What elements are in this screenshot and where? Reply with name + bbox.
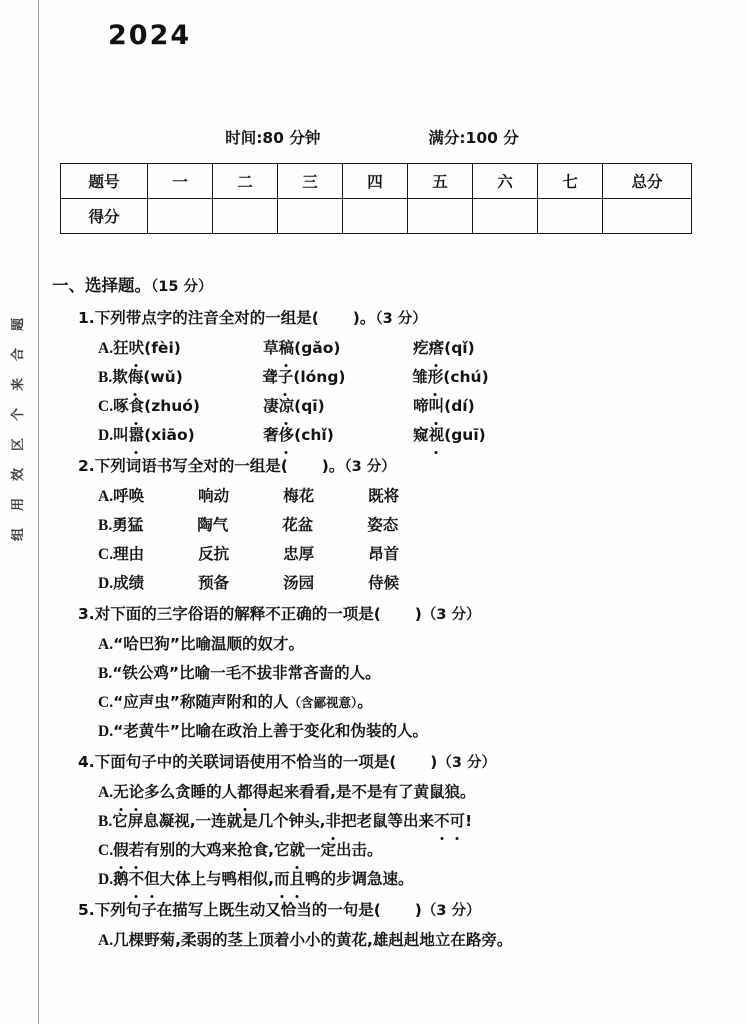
question-block xyxy=(52,895,712,955)
question-option[interactable] xyxy=(52,926,712,955)
option-word-cell: 花盆 xyxy=(282,516,314,534)
emphasis-dotted-text xyxy=(326,812,342,830)
option-word-prefix: 狂 xyxy=(113,339,129,357)
emphasis-dot-char: 但 xyxy=(144,865,160,893)
option-pinyin: (wǔ) xyxy=(143,368,183,386)
question-option[interactable] xyxy=(52,482,712,511)
question-block xyxy=(52,303,712,450)
question-option[interactable] xyxy=(52,688,712,717)
emphasis-dot-char: 都 xyxy=(237,778,253,806)
sidebar-char-4: 区 xyxy=(11,437,27,452)
option-columns xyxy=(112,511,452,539)
option-text: 一定出击。 xyxy=(305,841,383,859)
emphasis-dot-char: 无 xyxy=(113,778,129,806)
score-table-header-3: 四 xyxy=(343,164,408,199)
question-stem xyxy=(52,303,712,334)
option-word-prefix: 窥 xyxy=(413,426,429,444)
emphasis-dot-char: 而 xyxy=(274,865,290,893)
exam-meta xyxy=(52,126,692,148)
question-block xyxy=(52,451,712,598)
emphasis-dot-char: 瘩 xyxy=(429,334,445,362)
option-word-cell xyxy=(413,421,563,449)
question-stem xyxy=(52,599,712,630)
sidebar-char-0: 题 xyxy=(11,317,27,332)
sidebar-char-6: 用 xyxy=(11,497,27,512)
emphasis-dot-char: 假 xyxy=(113,836,129,864)
sidebar-char-5: 效 xyxy=(11,467,27,482)
option-label: A. xyxy=(98,636,114,653)
question-text: 下面句子中的关联词语使用不恰当的一项是( xyxy=(94,753,397,771)
emphasis-dotted-text xyxy=(129,397,145,415)
binding-line xyxy=(38,0,39,1024)
emphasis-dotted-text xyxy=(279,426,295,444)
question-number: 1. xyxy=(78,309,95,327)
option-word-cell: 姿态 xyxy=(367,516,399,534)
emphasis-dot-char: 非 xyxy=(326,807,342,835)
sidebar-vertical-text xyxy=(4,318,34,541)
question-option[interactable] xyxy=(52,392,712,421)
question-stem xyxy=(52,895,712,926)
option-columns xyxy=(112,363,562,391)
score-table-header-0: 一 xyxy=(148,164,213,199)
emphasis-dotted-text xyxy=(278,368,294,386)
emphasis-dotted-text xyxy=(279,397,295,415)
score-table-header-7: 总分 xyxy=(603,164,692,199)
score-cell-7[interactable] xyxy=(603,199,692,234)
question-option[interactable] xyxy=(52,511,712,540)
question-option[interactable] xyxy=(52,778,712,807)
question-number: 4. xyxy=(78,753,95,771)
option-text-tail: 。 xyxy=(357,693,373,711)
option-text: 鸭的步调急速。 xyxy=(305,870,414,888)
option-word-prefix: 疙 xyxy=(413,339,429,357)
emphasis-dot-char: 可 xyxy=(450,807,466,835)
emphasis-dotted-text xyxy=(129,870,160,888)
section-points: （15 分） xyxy=(151,279,213,295)
option-word-cell: 呼唤 xyxy=(113,487,145,505)
option-text: “哈巴狗”比喻温顺的奴才。 xyxy=(113,635,304,653)
option-word-prefix: 聋 xyxy=(262,368,278,386)
emphasis-dot-char: 子 xyxy=(278,363,294,391)
score-table-header-5: 六 xyxy=(473,164,538,199)
score-table-row-label: 题号 xyxy=(61,164,148,199)
option-word-prefix: 草 xyxy=(263,339,279,357)
option-pinyin: (qǐ) xyxy=(444,339,475,357)
score-cell-3[interactable] xyxy=(343,199,408,234)
question-text-tail: )。 xyxy=(352,309,376,327)
question-option[interactable] xyxy=(52,540,712,569)
option-columns xyxy=(113,421,563,449)
option-text: 几棵野菊,柔弱的茎上顶着小小的黄花,雄赳赳地立在路旁。 xyxy=(113,931,513,949)
option-word-cell: 汤园 xyxy=(283,574,315,592)
question-stem xyxy=(52,451,712,482)
option-label: A. xyxy=(98,488,114,505)
option-columns xyxy=(113,392,563,420)
question-option[interactable] xyxy=(52,334,712,363)
score-cell-2[interactable] xyxy=(278,199,343,234)
option-pinyin: (xiāo) xyxy=(144,426,195,444)
emphasis-dotted-text xyxy=(129,339,145,357)
option-pinyin: (qī) xyxy=(294,397,325,415)
option-label: B. xyxy=(98,813,113,830)
option-pinyin: (lóng) xyxy=(293,368,346,386)
option-word-cell: 反抗 xyxy=(198,545,230,563)
option-word-cell: 既将 xyxy=(368,487,400,505)
emphasis-dot-char: 凉 xyxy=(279,392,295,420)
option-word-prefix: 啄 xyxy=(113,397,129,415)
option-pinyin: (zhuó) xyxy=(144,397,201,415)
option-label: D. xyxy=(98,723,114,740)
score-table-row-label: 得分 xyxy=(61,199,148,234)
emphasis-dotted-text xyxy=(129,426,145,444)
emphasis-dot-char: 食 xyxy=(129,392,145,420)
question-option[interactable] xyxy=(52,363,712,392)
option-label: A. xyxy=(98,932,114,949)
question-number: 5. xyxy=(78,901,95,919)
question-option[interactable] xyxy=(52,807,712,836)
question-option[interactable] xyxy=(52,836,712,865)
option-label: C. xyxy=(98,546,114,563)
question-text-tail: ) xyxy=(414,901,422,919)
emphasis-dot-char: 且 xyxy=(290,865,306,893)
score-table-header-4: 五 xyxy=(408,164,473,199)
emphasis-dot-char: 稿 xyxy=(279,334,295,362)
option-pinyin: (chǐ) xyxy=(294,426,334,444)
option-word-cell xyxy=(413,334,563,362)
option-pinyin: (guī) xyxy=(444,426,486,444)
option-word-cell xyxy=(263,334,413,362)
exam-time-label: 时间:80 分钟 xyxy=(225,129,321,147)
option-word-cell: 预备 xyxy=(198,574,230,592)
question-text: 下列带点字的注音全对的一组是( xyxy=(94,309,319,327)
score-cell-0[interactable] xyxy=(148,199,213,234)
option-label: A. xyxy=(98,340,114,357)
question-number: 3. xyxy=(78,605,95,623)
score-table-header-2: 三 xyxy=(278,164,343,199)
paper-content xyxy=(52,0,728,1024)
option-note: （含鄙视意） xyxy=(288,695,358,710)
option-word-prefix: 雏 xyxy=(412,368,428,386)
option-word-cell xyxy=(263,421,413,449)
question-number: 2. xyxy=(78,457,95,475)
exam-fullscore-label: 满分:100 分 xyxy=(428,129,519,147)
question-text: 下列句子在描写上既生动又恰当的一句是( xyxy=(94,901,381,919)
table-row xyxy=(61,199,692,234)
question-option[interactable] xyxy=(52,717,712,746)
emphasis-dotted-text xyxy=(128,368,144,386)
emphasis-dot-char: 不 xyxy=(129,865,145,893)
emphasis-dot-char: 若 xyxy=(129,836,145,864)
question-option[interactable] xyxy=(52,569,712,598)
option-text: 大体上与鸭相似, xyxy=(159,870,275,888)
option-pinyin: (fèi) xyxy=(144,339,181,357)
question-points: （3 分） xyxy=(344,459,396,475)
question-text-tail: ) xyxy=(414,605,422,623)
option-text: ! xyxy=(465,812,473,830)
emphasis-dotted-text xyxy=(237,783,253,801)
emphasis-dot-char: 吠 xyxy=(129,334,145,362)
question-points: （3 分） xyxy=(437,755,497,771)
sidebar-char-7: 组 xyxy=(11,527,27,542)
question-list xyxy=(52,303,712,956)
option-word-cell xyxy=(412,363,562,391)
option-columns xyxy=(113,569,453,597)
option-pinyin: (chú) xyxy=(443,368,489,386)
emphasis-dot-char: 侮 xyxy=(128,363,144,391)
emphasis-dotted-text xyxy=(113,783,144,801)
option-word-prefix: 凄 xyxy=(263,397,279,415)
option-word-cell: 梅花 xyxy=(283,487,315,505)
score-table xyxy=(60,163,692,234)
emphasis-dot-char: 就 xyxy=(290,836,306,864)
emphasis-dotted-text xyxy=(290,841,306,859)
option-label: C. xyxy=(98,398,114,415)
option-label: C. xyxy=(98,694,114,711)
option-pinyin: (gǎo) xyxy=(294,339,341,357)
page-title: 2024 xyxy=(108,20,192,51)
option-word-cell: 陶气 xyxy=(197,516,229,534)
question-option[interactable] xyxy=(52,630,712,659)
option-columns xyxy=(113,540,453,568)
option-label: B. xyxy=(98,369,113,386)
option-word-cell xyxy=(263,392,413,420)
option-label: C. xyxy=(98,842,114,859)
sidebar-char-2: 来 xyxy=(11,377,27,392)
option-label: A. xyxy=(98,784,114,801)
option-word-cell xyxy=(262,363,412,391)
option-word-cell: 响动 xyxy=(198,487,230,505)
option-label: B. xyxy=(98,517,113,534)
sidebar-char-1: 合 xyxy=(11,347,27,362)
table-row xyxy=(61,164,692,199)
section-heading-label: 一、选择题。 xyxy=(52,276,151,295)
option-word-cell: 侍候 xyxy=(368,574,400,592)
emphasis-dot-char: 不 xyxy=(434,807,450,835)
option-word-cell: 勇猛 xyxy=(112,516,144,534)
option-label: D. xyxy=(98,575,114,592)
option-word-cell: 成绩 xyxy=(113,574,145,592)
option-text: “应声虫”称随声附和的人 xyxy=(113,693,289,711)
option-word-cell: 昂首 xyxy=(368,545,400,563)
emphasis-dot-char: 论 xyxy=(129,778,145,806)
question-option[interactable] xyxy=(52,865,712,894)
option-columns xyxy=(113,334,563,362)
option-pinyin: (dí) xyxy=(444,397,475,415)
option-text: 得起来看看,是不是有了黄鼠狼。 xyxy=(252,783,476,801)
option-word-cell: 忠厚 xyxy=(283,545,315,563)
emphasis-dot-char: 形 xyxy=(428,363,444,391)
option-text: 多么贪睡的人 xyxy=(144,783,238,801)
emphasis-dotted-text xyxy=(428,368,444,386)
question-text-tail: ) xyxy=(430,753,438,771)
option-word-cell xyxy=(112,363,262,391)
emphasis-dotted-text xyxy=(434,812,465,830)
section-heading xyxy=(52,272,212,296)
option-word-prefix: 奢 xyxy=(263,426,279,444)
question-points: （3 分） xyxy=(375,311,427,327)
question-points: （3 分） xyxy=(421,607,481,623)
emphasis-dotted-text xyxy=(113,841,144,859)
question-text: 对下面的三字俗语的解释不正确的一项是( xyxy=(94,605,381,623)
emphasis-dot-char: 侈 xyxy=(279,421,295,449)
option-word-cell xyxy=(113,421,263,449)
question-stem xyxy=(52,747,712,778)
option-text: “铁公鸡”比喻一毛不拔非常吝啬的人。 xyxy=(112,664,381,682)
option-text: 把老鼠等出来 xyxy=(341,812,435,830)
option-word-cell: 理由 xyxy=(113,545,145,563)
option-label: D. xyxy=(98,427,114,444)
score-cell-4[interactable] xyxy=(408,199,473,234)
question-text: 下列词语书写全对的一组是( xyxy=(94,457,288,475)
emphasis-dotted-text xyxy=(279,339,295,357)
emphasis-dotted-text xyxy=(429,339,445,357)
sidebar-char-3: 个 xyxy=(11,407,27,422)
score-table-header-1: 二 xyxy=(213,164,278,199)
option-word-cell xyxy=(113,334,263,362)
question-points: （3 分） xyxy=(421,903,481,919)
option-word-cell xyxy=(413,392,563,420)
emphasis-dotted-text xyxy=(429,426,445,444)
emphasis-dot-char: 嚣 xyxy=(129,421,145,449)
option-word-prefix: 啼 xyxy=(413,397,429,415)
emphasis-dot-char: 叫 xyxy=(429,392,445,420)
option-word-prefix: 欺 xyxy=(112,368,128,386)
score-cell-1[interactable] xyxy=(213,199,278,234)
emphasis-dot-char: 视 xyxy=(429,421,445,449)
option-text: 它屏息凝视,一连就是几个钟头, xyxy=(112,812,326,830)
score-table-header-6: 七 xyxy=(538,164,603,199)
score-cell-6[interactable] xyxy=(538,199,603,234)
score-table-body xyxy=(61,164,692,234)
emphasis-dotted-text xyxy=(274,870,305,888)
option-label: D. xyxy=(98,871,114,888)
option-word-cell xyxy=(113,392,263,420)
question-text-tail: )。 xyxy=(321,457,345,475)
option-text: “老黄牛”比喻在政治上善于变化和伪装的人。 xyxy=(113,722,428,740)
option-text: 鹅 xyxy=(113,870,129,888)
option-text: 有别的大鸡来抢食,它 xyxy=(144,841,290,859)
question-block xyxy=(52,599,712,746)
emphasis-dotted-text xyxy=(429,397,445,415)
option-word-prefix: 叫 xyxy=(113,426,129,444)
question-option[interactable] xyxy=(52,659,712,688)
question-option[interactable] xyxy=(52,421,712,450)
score-cell-5[interactable] xyxy=(473,199,538,234)
option-label: B. xyxy=(98,665,113,682)
question-block xyxy=(52,747,712,894)
option-columns xyxy=(113,482,453,510)
